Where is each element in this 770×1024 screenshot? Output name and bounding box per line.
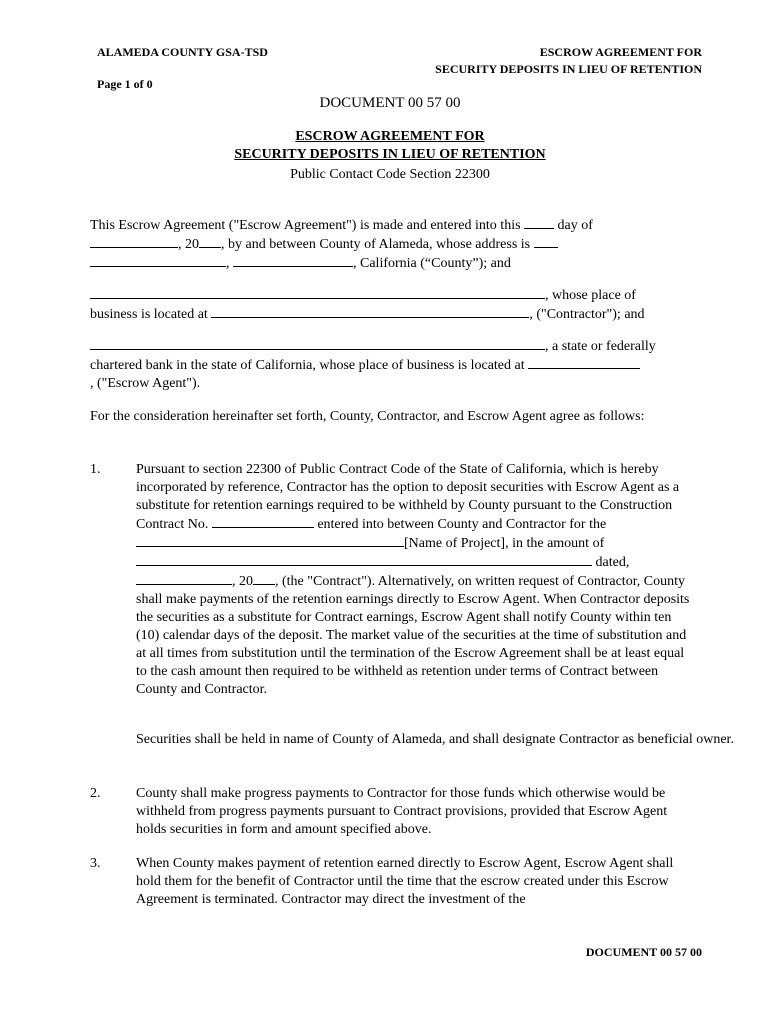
escrow-text-1: , a state or federally [545,339,656,354]
blank-contractor-address [211,305,529,318]
header-title [435,44,702,78]
intro-text-2: day of [557,218,593,233]
blank-contract-year [253,572,275,585]
blank-contract-date [136,572,232,585]
list-item [90,785,690,839]
header-title-line1: ESCROW AGREEMENT FOR [539,45,702,59]
blank-amount [136,553,592,566]
document-title [90,128,690,164]
item1-text-g: , (the "Contract"). Alternatively, on written request of Contractor, County shall make payments of the retention earnings directly to Escrow Agent. When Contractor deposits the securities as a substitute for Contract earnings, Escrow Agent shall notify County within ten (10) calendar days of the deposit. The market value of the securities at the time of substitution and at all times from substitution until the termination of the Escrow Agreement shall be at least equal to the cash amount then required to be withheld as retention under terms of Contract between County and Contractor. [136,574,690,697]
item1-text-b: entered into between County and Contractor for the [317,517,607,532]
item2-text: County shall make progress payments to Contractor for those funds which otherwise would be withheld from progress payments pursuant to Contract provisions, provided that Escrow Agent holds securities in form and amount specified above. [136,786,668,837]
intro-text-3: , 20 [178,237,199,252]
contractor-text-2: business is located at [90,307,208,322]
blank-month [90,235,178,248]
item-number: 2. [90,786,101,801]
blank-contract-number [212,515,314,528]
intro-text-4: , by and between County of Alameda, whose address is [221,237,531,252]
title-line2: SECURITY DEPOSITS IN LIEU OF RETENTION [234,147,546,162]
item3-text: When County makes payment of retention earned directly to Escrow Agent, Escrow Agent shall hold them for the benefit of Contractor until the time that the escrow created under this Escrow Agreement is terminated. Contractor may direct the investment of the [136,856,674,907]
list-item [90,855,690,909]
intro-paragraph [90,216,690,273]
blank-day [524,216,554,229]
contractor-text-1: , whose place of [545,288,636,303]
document-subtitle: Public Contact Code Section 22300 [290,167,490,182]
escrow-text-2: chartered bank in the state of California, whose place of business is located at [90,358,525,373]
escrow-agent-paragraph [90,337,690,393]
intro-text-6: , California (“County”); and [353,256,511,271]
consideration-paragraph: For the consideration hereinafter set forth, County, Contractor, and Escrow Agent agree as follows: [90,409,645,424]
list-item [90,461,690,699]
title-line1: ESCROW AGREEMENT FOR [295,129,485,144]
item1-text-d: the amount of [526,536,605,551]
escrow-text-3: , ("Escrow Agent"). [90,376,201,391]
footer-document-number: DOCUMENT 00 57 00 [585,945,702,959]
item1-text-c: [Name of Project], in [404,536,523,551]
item1-text-a: Pursuant to section 22300 of Public Contract Code of the State of California, which is hereby incorporated by reference, Contractor has the option to deposit securities with Escrow Agent as a substitute for retention earnings required to be withheld by County pursuant to the Construction Contract No. [136,462,680,532]
blank-city [233,254,353,267]
item1-text-e: dated, [595,555,630,570]
blank-year [199,235,221,248]
header-title-line2: SECURITY DEPOSITS IN LIEU OF RETENTION [435,62,702,76]
page-number: Page 1 of 0 [97,77,153,91]
item1-securities-paragraph: Securities shall be held in name of County of Alameda, and shall designate Contractor as beneficial owner. [136,732,734,747]
blank-address-2 [90,254,226,267]
contractor-text-3: , ("Contractor"); and [529,307,645,322]
item-number: 3. [90,856,101,871]
blank-contractor-name [90,286,545,299]
header-org: ALAMEDA COUNTY GSA-TSD [97,45,268,59]
intro-text-1: This Escrow Agreement ("Escrow Agreement") is made and entered into this [90,218,521,233]
contractor-paragraph [90,286,690,324]
blank-project-name [136,534,404,547]
intro-text-5: , [226,256,230,271]
document-number: DOCUMENT 00 57 00 [319,95,461,111]
item1-text-f: , 20 [232,574,253,589]
blank-escrow-address [528,356,640,369]
blank-address [534,235,558,248]
item-number: 1. [90,462,101,477]
blank-escrow-agent-name [90,337,545,350]
